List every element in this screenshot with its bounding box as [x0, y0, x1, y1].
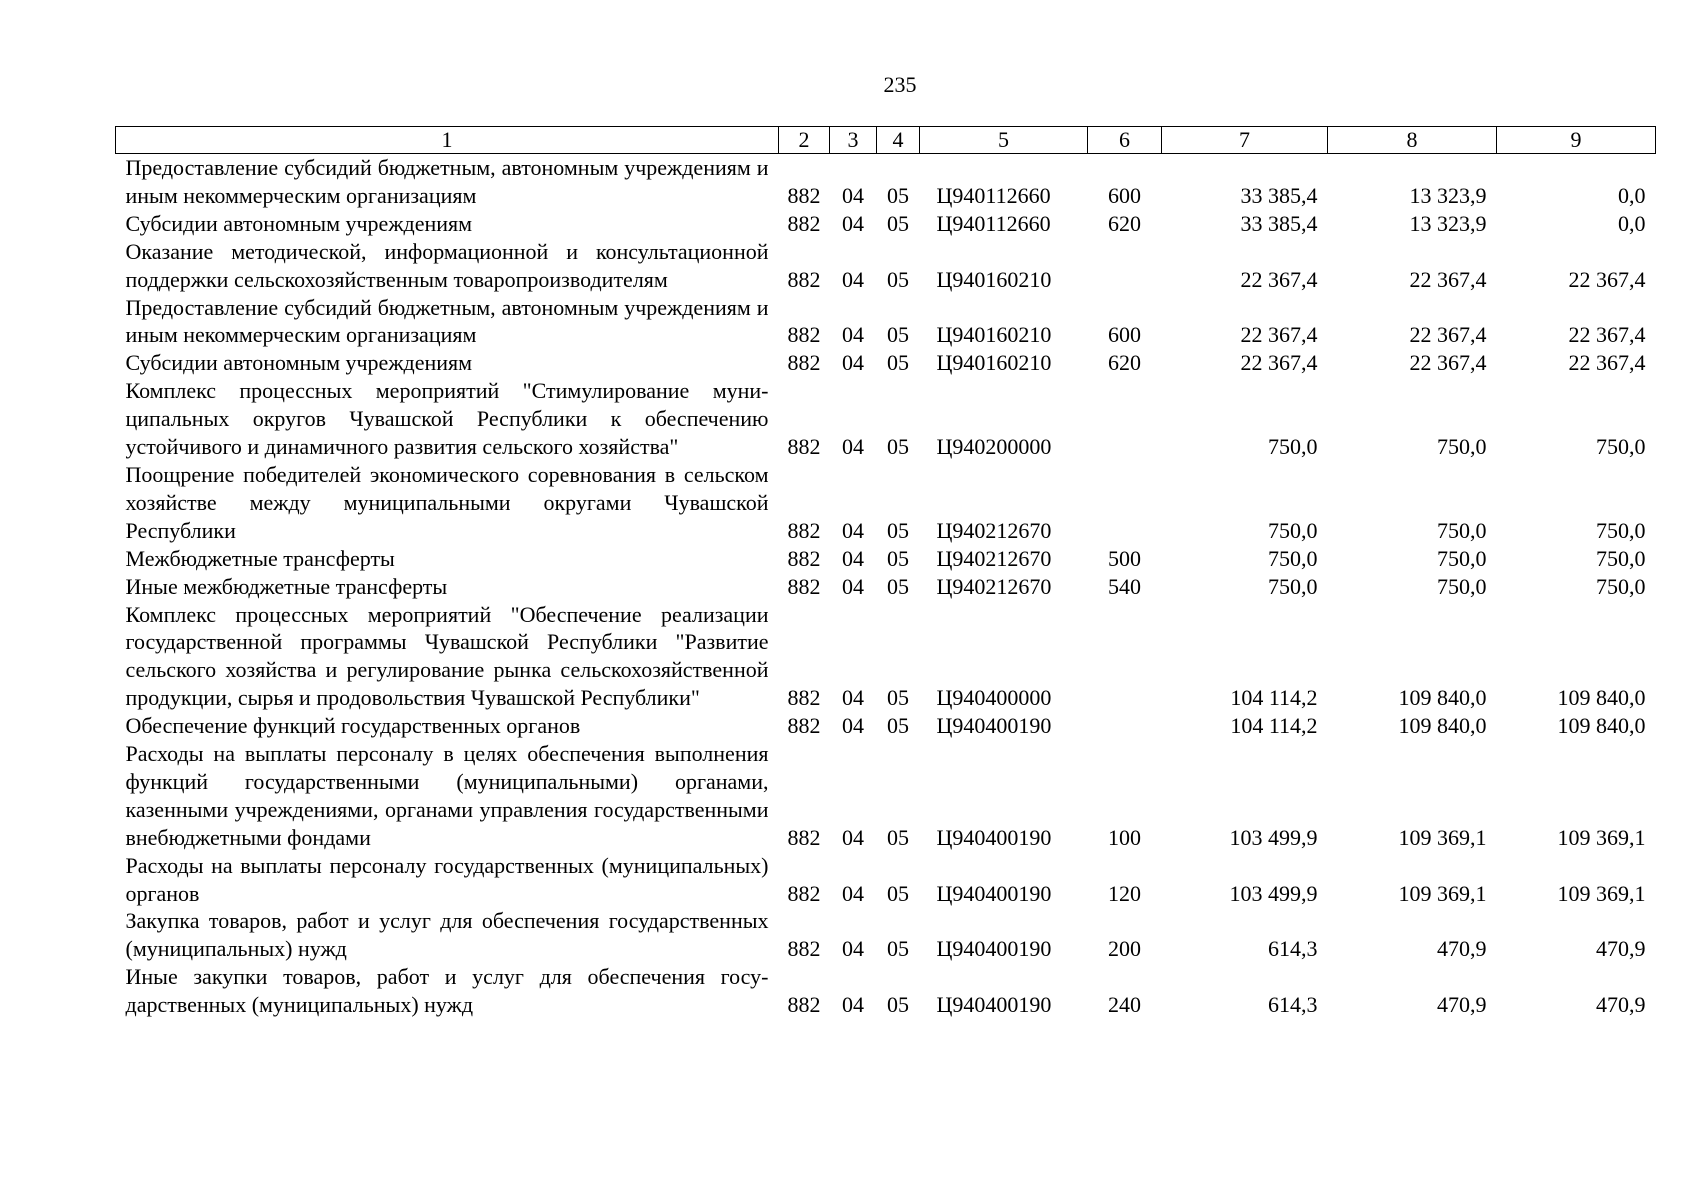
row-value-7: 104 114,2 — [1230, 685, 1318, 711]
row-subsection: 05 — [887, 880, 909, 906]
row-value-9: 22 367,4 — [1568, 322, 1646, 348]
row-value-7: 22 367,4 — [1240, 322, 1318, 348]
row-section: 04 — [842, 880, 864, 906]
row-expense-type — [1088, 238, 1162, 294]
row-name: Комплекс процессных мероприятий "Обеспечение реализации государственной программы Чувашской Республики "Развитие сельского хозяйства и регулирование рынка сельскохозяйственной продукции, сырья и продовольствия Чувашской Республики" — [125, 601, 769, 711]
column-header-8: 8 — [1328, 127, 1497, 154]
row-section: 04 — [842, 545, 864, 571]
column-header-9: 9 — [1497, 127, 1656, 154]
column-header-2: 2 — [779, 127, 830, 154]
column-header-5: 5 — [920, 127, 1088, 154]
budget-table — [115, 126, 1656, 1019]
row-value-8: 750,0 — [1437, 434, 1487, 460]
column-header-3: 3 — [830, 127, 877, 154]
row-value-7: 22 367,4 — [1240, 266, 1318, 292]
row-subsection: 05 — [887, 713, 909, 739]
row-value-8: 22 367,4 — [1409, 266, 1487, 292]
row-value-7: 22 367,4 — [1240, 350, 1318, 376]
column-header-7: 7 — [1162, 127, 1328, 154]
row-value-7: 33 385,4 — [1240, 210, 1318, 236]
row-gov-code: 882 — [787, 713, 821, 739]
table-row — [116, 907, 1656, 963]
row-gov-code: 882 — [787, 824, 821, 850]
row-name: Иные закупки товаров, работ и услуг для обеспечения государственных (муниципальных) нужд — [125, 964, 769, 1018]
row-subsection: 05 — [887, 992, 909, 1018]
table-row — [116, 349, 1656, 377]
row-subsection: 05 — [887, 182, 909, 208]
row-value-7: 750,0 — [1268, 517, 1318, 543]
row-value-7: 614,3 — [1268, 936, 1318, 962]
row-value-8: 470,9 — [1437, 936, 1487, 962]
row-value-9: 750,0 — [1596, 545, 1646, 571]
row-value-7: 104 114,2 — [1230, 713, 1318, 739]
table-row — [116, 461, 1656, 545]
row-subsection: 05 — [887, 517, 909, 543]
row-target-article: Ц940112660 — [936, 182, 1051, 208]
table-row — [116, 238, 1656, 294]
row-section: 04 — [842, 210, 864, 236]
row-value-9: 109 840,0 — [1557, 713, 1646, 739]
table-row — [116, 963, 1656, 1019]
row-gov-code: 882 — [787, 434, 821, 460]
row-name: Субсидии автономным учреждениям — [125, 350, 473, 376]
column-header-4: 4 — [877, 127, 920, 154]
row-target-article: Ц940160210 — [936, 350, 1052, 376]
table-row — [116, 210, 1656, 238]
row-expense-type: 600 — [1108, 182, 1141, 208]
row-expense-type: 600 — [1108, 322, 1141, 348]
row-expense-type: 200 — [1108, 936, 1141, 962]
row-target-article: Ц940212670 — [936, 573, 1052, 599]
row-section: 04 — [842, 824, 864, 850]
table-body — [116, 154, 1656, 1020]
table-row — [116, 377, 1656, 461]
row-name: Иные межбюджетные трансферты — [125, 573, 448, 599]
row-value-7: 103 499,9 — [1229, 880, 1318, 906]
row-value-7: 103 499,9 — [1229, 824, 1318, 850]
row-name: Предоставление субсидий бюджетным, автономным учреждениям и иным некоммерческим организациям — [125, 155, 769, 208]
row-target-article: Ц940400190 — [936, 824, 1052, 850]
row-value-7: 750,0 — [1268, 434, 1318, 460]
row-gov-code: 882 — [787, 350, 821, 376]
row-subsection: 05 — [887, 350, 909, 376]
table-row — [116, 294, 1656, 350]
row-target-article: Ц940200000 — [936, 434, 1052, 460]
row-name: Поощрение победителей экономического соревнования в сельском хозяйстве между муниципальными округами Чувашской Республики — [125, 461, 769, 543]
row-value-9: 22 367,4 — [1568, 350, 1646, 376]
row-value-7: 33 385,4 — [1240, 182, 1318, 208]
row-subsection: 05 — [887, 434, 909, 460]
row-value-9: 109 840,0 — [1557, 685, 1646, 711]
row-gov-code: 882 — [787, 936, 821, 962]
row-value-8: 750,0 — [1437, 545, 1487, 571]
row-gov-code: 882 — [787, 322, 821, 348]
row-section: 04 — [842, 517, 864, 543]
row-value-8: 13 323,9 — [1409, 182, 1487, 208]
table-header — [116, 127, 1656, 154]
table-row — [116, 154, 1656, 210]
row-subsection: 05 — [887, 936, 909, 962]
row-name: Субсидии автономным учреждениям — [125, 210, 473, 236]
row-target-article: Ц940160210 — [936, 322, 1052, 348]
row-target-article: Ц940400190 — [936, 880, 1052, 906]
row-value-9: 0,0 — [1618, 182, 1646, 208]
page-number: 235 — [883, 72, 917, 97]
row-section: 04 — [842, 266, 864, 292]
row-subsection: 05 — [887, 545, 909, 571]
row-name: Предоставление субсидий бюджетным, автономным учреждениям и иным некоммерческим организациям — [125, 294, 769, 348]
row-gov-code: 882 — [787, 880, 821, 906]
row-value-8: 13 323,9 — [1409, 210, 1487, 236]
row-value-9: 470,9 — [1596, 992, 1646, 1018]
row-value-9: 22 367,4 — [1568, 266, 1646, 292]
row-value-8: 109 369,1 — [1398, 880, 1487, 906]
header-row — [116, 127, 1656, 154]
row-subsection: 05 — [887, 322, 909, 348]
table-row — [116, 601, 1656, 713]
table-row — [116, 573, 1656, 601]
row-expense-type — [1088, 712, 1162, 740]
row-value-8: 22 367,4 — [1409, 350, 1487, 376]
row-target-article: Ц940400190 — [936, 936, 1052, 962]
row-value-8: 109 840,0 — [1398, 713, 1487, 739]
row-subsection: 05 — [887, 266, 909, 292]
row-subsection: 05 — [887, 210, 909, 236]
column-header-1: 1 — [116, 127, 779, 154]
row-subsection: 05 — [887, 573, 909, 599]
row-value-7: 614,3 — [1268, 992, 1318, 1018]
row-expense-type: 620 — [1108, 350, 1141, 376]
row-gov-code: 882 — [787, 517, 821, 543]
row-gov-code: 882 — [787, 573, 821, 599]
row-name: Расходы на выплаты персоналу в целях обеспечения выполнения функций государственными (муниципальными) органами, казенными учреждениями, органами управления государственными внебюджетными фондами — [125, 741, 769, 850]
row-subsection: 05 — [887, 685, 909, 711]
table-row — [116, 852, 1656, 908]
row-expense-type: 240 — [1108, 992, 1141, 1018]
row-value-9: 750,0 — [1596, 434, 1646, 460]
row-section: 04 — [842, 936, 864, 962]
table-row — [116, 545, 1656, 573]
row-value-9: 0,0 — [1618, 210, 1646, 236]
row-section: 04 — [842, 713, 864, 739]
row-expense-type — [1088, 461, 1162, 545]
row-target-article: Ц940112660 — [936, 210, 1051, 236]
row-section: 04 — [842, 182, 864, 208]
row-expense-type: 100 — [1108, 824, 1141, 850]
row-name: Закупка товаров, работ и услуг для обеспечения государственных (муниципальных) нужд — [125, 908, 769, 962]
row-gov-code: 882 — [787, 992, 821, 1018]
row-section: 04 — [842, 322, 864, 348]
row-target-article: Ц940160210 — [936, 266, 1052, 292]
row-subsection: 05 — [887, 824, 909, 850]
row-value-8: 470,9 — [1437, 992, 1487, 1018]
row-name: Обеспечение функций государственных органов — [125, 713, 581, 739]
row-gov-code: 882 — [787, 545, 821, 571]
column-header-6: 6 — [1088, 127, 1162, 154]
row-name: Межбюджетные трансферты — [125, 545, 395, 571]
row-name: Расходы на выплаты персоналу государственных (муниципальных) органов — [125, 852, 769, 906]
row-section: 04 — [842, 350, 864, 376]
row-gov-code: 882 — [787, 266, 821, 292]
row-value-8: 22 367,4 — [1409, 322, 1487, 348]
row-value-9: 750,0 — [1596, 573, 1646, 599]
row-target-article: Ц940400000 — [936, 685, 1052, 711]
row-target-article: Ц940400190 — [936, 713, 1052, 739]
table-row — [116, 712, 1656, 740]
row-expense-type — [1088, 601, 1162, 713]
row-name: Оказание методической, информационной и консультационной поддержки сельскохозяйственным товаропроизводителям — [125, 238, 769, 292]
row-expense-type: 620 — [1108, 210, 1141, 236]
row-gov-code: 882 — [787, 210, 821, 236]
row-name: Комплекс процессных мероприятий "Стимулирование муниципальных округов Чувашской Республики к обеспечению устойчивого и динамичного развития сельского хозяйства" — [125, 378, 769, 460]
row-value-8: 109 840,0 — [1398, 685, 1487, 711]
table-row — [116, 740, 1656, 852]
row-value-7: 750,0 — [1268, 573, 1318, 599]
row-value-9: 470,9 — [1596, 936, 1646, 962]
row-section: 04 — [842, 434, 864, 460]
row-section: 04 — [842, 573, 864, 599]
row-expense-type — [1088, 377, 1162, 461]
row-expense-type: 540 — [1108, 573, 1141, 599]
row-expense-type: 500 — [1108, 545, 1141, 571]
row-section: 04 — [842, 685, 864, 711]
row-gov-code: 882 — [787, 182, 821, 208]
row-value-8: 750,0 — [1437, 517, 1487, 543]
row-target-article: Ц940400190 — [936, 992, 1052, 1018]
row-value-9: 750,0 — [1596, 517, 1646, 543]
row-value-9: 109 369,1 — [1557, 824, 1646, 850]
row-expense-type: 120 — [1108, 880, 1141, 906]
row-gov-code: 882 — [787, 685, 821, 711]
row-value-7: 750,0 — [1268, 545, 1318, 571]
row-target-article: Ц940212670 — [936, 517, 1052, 543]
row-value-8: 750,0 — [1437, 573, 1487, 599]
row-value-9: 109 369,1 — [1557, 880, 1646, 906]
row-value-8: 109 369,1 — [1398, 824, 1487, 850]
row-section: 04 — [842, 992, 864, 1018]
row-target-article: Ц940212670 — [936, 545, 1052, 571]
